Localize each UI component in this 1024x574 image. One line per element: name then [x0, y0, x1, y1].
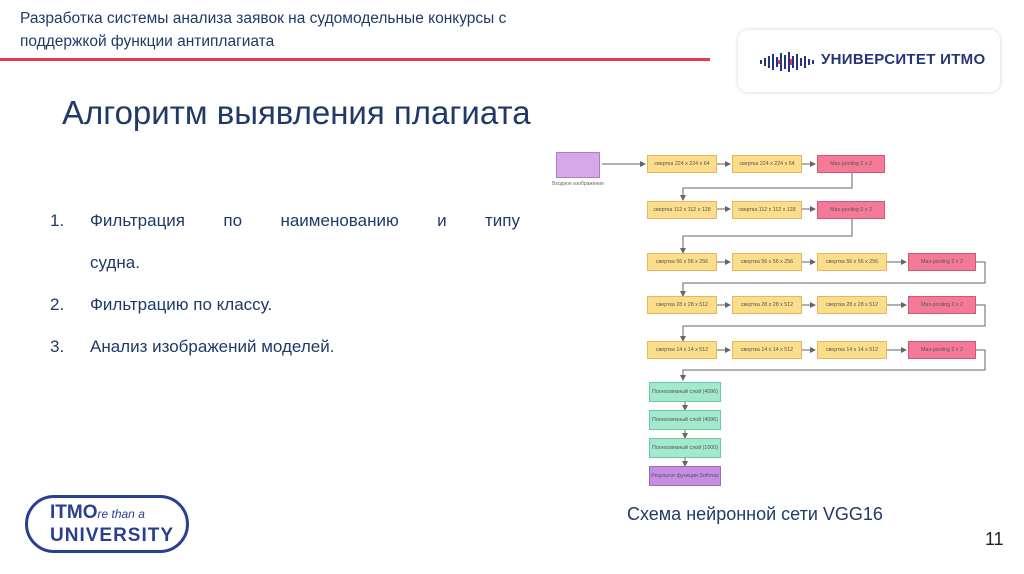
- fc-block: Полносвязный слой (4096): [649, 410, 721, 430]
- maxpool-block: Max-pooling 2 x 2: [817, 201, 885, 219]
- conv-block: свертка 14 x 14 x 512: [817, 341, 887, 359]
- conv-block: свертка 56 x 56 x 256: [817, 253, 887, 271]
- conv-block: свертка 224 x 224 x 64: [647, 155, 717, 173]
- conv-block: свертка 14 x 14 x 512: [647, 341, 717, 359]
- list-item-text: Фильтрация по наименованию и типу: [90, 211, 520, 230]
- header-line-1: Разработка системы анализа заявок на судомодельные конкурсы с: [20, 10, 507, 27]
- list-item-text: Анализ изображений моделей.: [90, 337, 335, 356]
- diagram-caption: Схема нейронной сети VGG16: [627, 504, 883, 524]
- maxpool-block: Max-pooling 2 x 2: [908, 253, 976, 271]
- softmax-block: Результат функции Softmax: [649, 466, 721, 486]
- list-number: 1.: [50, 211, 65, 230]
- itmo-logo: [738, 30, 1000, 92]
- conv-block: свертка 56 x 56 x 256: [732, 253, 802, 271]
- conv-block: свертка 28 x 28 x 512: [647, 296, 717, 314]
- list-item: [50, 284, 520, 326]
- conv-block: свертка 28 x 28 x 512: [732, 296, 802, 314]
- diagram-arrows: [550, 148, 995, 493]
- conv-block: свертка 28 x 28 x 512: [817, 296, 887, 314]
- badge-tail: re than a: [97, 507, 145, 521]
- conv-block: свертка 112 x 112 x 128: [732, 201, 802, 219]
- conv-block: свертка 112 x 112 x 128: [647, 201, 717, 219]
- list-number: 3.: [50, 337, 65, 356]
- logo-dots-icon: [760, 51, 818, 73]
- vgg16-diagram: [550, 148, 995, 493]
- badge-line-2: UNIVERSITY: [50, 525, 175, 546]
- logo-text: УНИВЕРСИТЕТ ИТМО: [821, 51, 986, 68]
- slide-title: Алгоритм выявления плагиата: [62, 94, 531, 131]
- steps-list: [50, 200, 520, 368]
- presentation-header: [20, 7, 620, 53]
- list-item: [50, 326, 520, 368]
- conv-block: свертка 56 x 56 x 256: [647, 253, 717, 271]
- badge-line-1: [50, 502, 145, 524]
- header-line-2: поддержкой функции антиплагиата: [20, 33, 275, 50]
- conv-block: свертка 14 x 14 x 512: [732, 341, 802, 359]
- conv-block: свертка 224 x 224 x 64: [732, 155, 802, 173]
- input-image-label: Входное изображение: [552, 181, 604, 187]
- fc-block: Полносвязный слой (4096): [649, 382, 721, 402]
- maxpool-block: Max-pooling 2 x 2: [908, 296, 976, 314]
- input-image-box: [556, 152, 600, 178]
- list-item-continuation: [50, 242, 520, 284]
- list-item-text: Фильтрацию по классу.: [90, 295, 273, 314]
- itmo-university-badge: [25, 495, 189, 553]
- list-item: [50, 200, 520, 242]
- fc-block: Полносвязный слой (1000): [649, 438, 721, 458]
- list-number: 2.: [50, 295, 65, 314]
- badge-itmo: ITMO: [50, 502, 98, 523]
- maxpool-block: Max-pooling 2 x 2: [817, 155, 885, 173]
- page-number: 11: [985, 529, 1004, 549]
- maxpool-block: Max-pooling 2 x 2: [908, 341, 976, 359]
- list-item-text: судна.: [90, 253, 140, 272]
- header-divider: [0, 58, 710, 61]
